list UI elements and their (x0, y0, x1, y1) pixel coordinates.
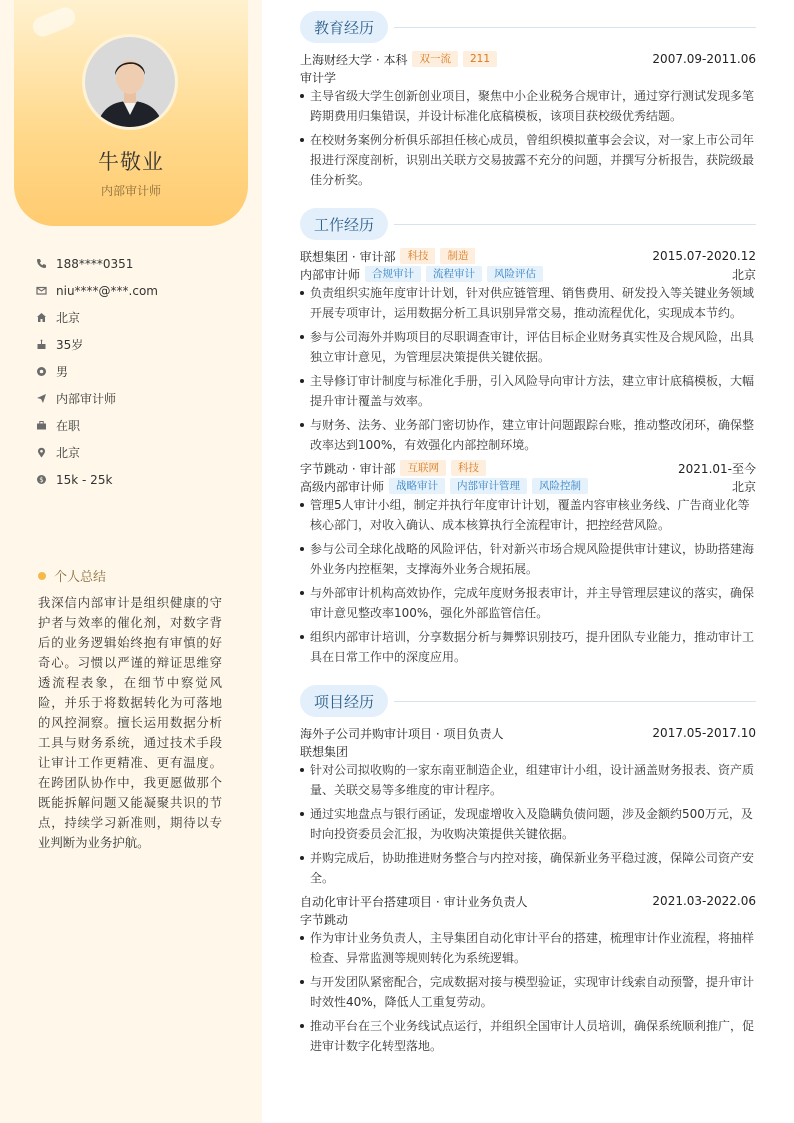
project-bullet: 作为审计业务负责人，主导集团自动化审计平台的搭建，梳理审计作业流程，将抽样检查、异常监测等规则转化为系统逻辑。 (300, 928, 756, 968)
job-bullet: 主导修订审计制度与标准化手册，引入风险导向审计方法，建立审计底稿模板，大幅提升审计覆盖与效率。 (300, 371, 756, 411)
candidate-role: 内部审计师 (100, 184, 161, 198)
project-bullet: 通过实地盘点与银行函证，发现虚增收入及隐瞒负债问题，涉及金额约500万元，及时向投资委员会汇报，为收购决策提供关键依据。 (300, 804, 756, 844)
contact-home-text: 北京 (56, 311, 81, 325)
contact-location (36, 439, 158, 466)
contact-home (36, 304, 158, 331)
project-org: 联想集团 (300, 744, 349, 759)
industry-tag: 科技 (400, 248, 435, 264)
education-section-header (300, 11, 756, 43)
job-city: 北京 (731, 267, 756, 282)
home-icon (36, 312, 47, 323)
contact-location-text: 北京 (56, 446, 81, 460)
job-bullet: 负责组织实施年度审计计划，针对供应链管理、销售费用、研发投入等关键业务领域开展专项审计，运用数据分析工具识别异常交易，推动流程优化，实现成本节约。 (300, 283, 756, 323)
project-name: 海外子公司并购审计项目 · 项目负责人 (300, 726, 504, 741)
project-bullet: 并购完成后，协助推进财务整合与内控对接，确保新业务平稳过渡，保障公司资产安全。 (300, 848, 756, 888)
work-heading: 工作经历 (300, 208, 388, 240)
avatar (85, 37, 175, 127)
project-bullet: 与开发团队紧密配合，完成数据对接与模型验证，实现审计线索自动预警，提升审计时效性40%，降低人工重复劳动。 (300, 972, 756, 1012)
contact-salary (36, 466, 158, 493)
job-period: 2015.07-2020.12 (652, 249, 756, 263)
mail-icon (36, 285, 47, 296)
job-position: 高级内部审计师 (300, 479, 385, 494)
education-bullet: 主导省级大学生创新创业项目，聚焦中小企业税务合规审计，通过穿行测试发现多笔跨期费用归集错误，并设计标准化底稿模板，该项目获校级优秀结题。 (300, 86, 756, 126)
contact-gender (36, 358, 158, 385)
skill-tag: 合规审计 (365, 266, 421, 282)
projects-section-header (300, 685, 756, 717)
project-bullet: 推动平台在三个业务线试点运行，并组织全国审计人员培训，确保系统顺利推广，促进审计数字化转型落地。 (300, 1016, 756, 1056)
skill-tag: 流程审计 (426, 266, 482, 282)
job-company: 字节跳动 · 审计部 (300, 461, 396, 476)
contact-phone (36, 250, 158, 277)
education-bullet: 在校财务案例分析俱乐部担任核心成员，曾组织模拟董事会会议，对一家上市公司年报进行深度剖析，识别出关联方交易披露不充分的问题，并撰写分析报告，获院级最佳分析奖。 (300, 130, 756, 190)
salary-icon (36, 474, 47, 485)
job-city: 北京 (731, 479, 756, 494)
project-period: 2017.05-2017.10 (652, 726, 756, 740)
briefcase-icon (36, 420, 47, 431)
school-name: 上海财经大学 · 本科 (300, 52, 408, 67)
contact-status (36, 412, 158, 439)
skill-tag: 风险控制 (532, 478, 588, 494)
summary-heading (38, 566, 106, 585)
candidate-name: 牛敬业 (98, 150, 164, 174)
school-tag: 211 (463, 51, 497, 67)
location-pin-icon (36, 447, 47, 458)
project-name: 自动化审计平台搭建项目 · 审计业务负责人 (300, 894, 528, 909)
job-period: 2021.01-至今 (678, 461, 756, 476)
job-bullet: 与外部审计机构高效协作，完成年度财务报表审计，并主导管理层建议的落实，确保审计意见整改率100%，强化外部监管信任。 (300, 583, 756, 623)
project-org-row (300, 742, 756, 760)
svg-text:$: $ (39, 476, 44, 484)
job-bullet: 参与公司海外并购项目的尽职调查审计，评估目标企业财务真实性及合规风险，出具独立审计意见，为管理层决策提供关键依据。 (300, 327, 756, 367)
contact-age (36, 331, 158, 358)
sidebar (0, 0, 262, 1123)
work-section-header (300, 208, 756, 240)
school-tag: 双一流 (412, 51, 458, 67)
divider (394, 701, 756, 702)
job-position: 内部审计师 (300, 267, 361, 282)
skill-tag: 战略审计 (389, 478, 445, 494)
job-bullet: 管理5人审计小组，制定并执行年度审计计划，覆盖内容审核业务线、广告商业化等核心部门，对收入确认、成本核算执行全流程审计，把控经营风险。 (300, 495, 756, 535)
education-major-row (300, 68, 756, 86)
job-position-row (300, 265, 756, 283)
project-title-row (300, 892, 756, 910)
project-title-row (300, 724, 756, 742)
skill-tag: 内部审计管理 (450, 478, 527, 494)
cake-icon (36, 339, 47, 350)
job-bullet: 组织内部审计培训，分享数据分析与舞弊识别技巧，提升团队专业能力，推动审计工具在日常工作中的深度应用。 (300, 627, 756, 667)
job-company: 联想集团 · 审计部 (300, 249, 396, 264)
divider (394, 224, 756, 225)
job-position-row (300, 477, 756, 495)
industry-tag: 互联网 (400, 460, 446, 476)
education-school-row (300, 50, 756, 68)
education-heading: 教育经历 (300, 11, 388, 43)
summary-heading-text: 个人总结 (54, 570, 107, 585)
industry-tag: 制造 (440, 248, 475, 264)
contact-status-text: 在职 (56, 419, 81, 433)
project-bullet: 针对公司拟收购的一家东南亚制造企业，组建审计小组，设计涵盖财务报表、资产质量、关联交易等多维度的审计程序。 (300, 760, 756, 800)
summary-text: 我深信内部审计是组织健康的守护者与效率的催化剂，对数字背后的业务逻辑始终抱有审慎的好奇心。习惯以严谨的辩证思维穿透流程表象，在细节中察觉风险，并乐于将数据转化为可落地的风控洞察。擅长运用数据分析工具与财务系统，通过技术手段让审计工作更精准、更有温度。在跨团队协作中，我更愿做那个既能拆解问题又能凝聚共识的节点，持续学习新准则，期待以专业判断为业务护航。 (38, 595, 222, 850)
heading-dot (38, 572, 46, 580)
skill-tag: 风险评估 (487, 266, 543, 282)
contact-job-target (36, 385, 158, 412)
major: 审计学 (300, 70, 337, 85)
job-company-row (300, 247, 756, 265)
project-org-row (300, 910, 756, 928)
contact-email (36, 277, 158, 304)
job-company-row (300, 459, 756, 477)
contact-salary-text: 15k - 25k (56, 472, 113, 487)
job-bullet: 参与公司全球化战略的风险评估，针对新兴市场合规风险提供审计建议，协助搭建海外业务内控框架，支撑海外业务合规拓展。 (300, 539, 756, 579)
contact-email-text: niu****@***.com (56, 283, 158, 298)
divider (394, 27, 756, 28)
contact-age-text: 35岁 (56, 338, 84, 352)
project-org: 字节跳动 (300, 912, 349, 927)
projects-heading: 项目经历 (300, 685, 388, 717)
phone-icon (36, 258, 47, 269)
education-period: 2007.09-2011.06 (652, 52, 756, 66)
industry-tag: 科技 (451, 460, 486, 476)
send-icon (36, 393, 47, 404)
project-period: 2021.03-2022.06 (652, 894, 756, 908)
contact-list (36, 250, 158, 493)
contact-gender-text: 男 (56, 365, 69, 379)
gender-icon (36, 366, 47, 377)
job-bullet: 与财务、法务、业务部门密切协作，建立审计问题跟踪台账，推动整改闭环，确保整改率达到100%，有效强化内部控制环境。 (300, 415, 756, 455)
decorative-shape (30, 4, 78, 39)
contact-job-target-text: 内部审计师 (56, 392, 117, 406)
contact-phone-text: 188****0351 (56, 256, 134, 271)
